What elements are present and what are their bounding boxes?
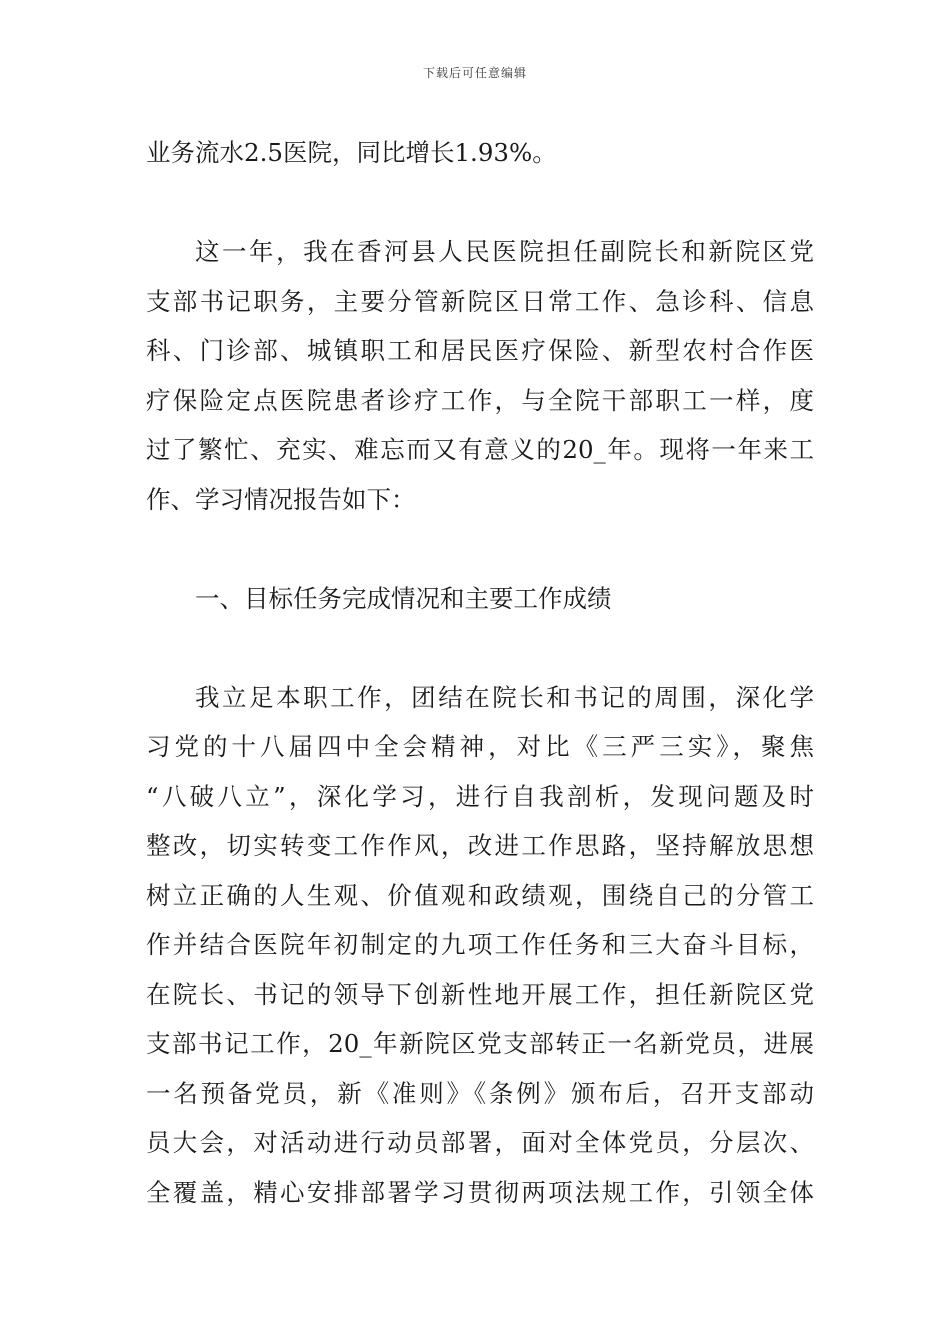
text-line: 这一年，我在香河县人民医院担任副院长和新院区党: [195, 237, 814, 266]
text-line: 全覆盖，精心安排部署学习贯彻两项法规工作，引领全体: [146, 1177, 814, 1207]
text-line: 作、学习情况报告如下：: [146, 484, 416, 514]
text-line: 支部书记职务，主要分管新院区日常工作、急诊科、信息: [146, 286, 814, 316]
text-line: 我立足本职工作，团结在院长和书记的周围，深化学: [195, 682, 814, 712]
page-header: 下载后可任意编辑: [422, 66, 527, 80]
text-line: 在院长、书记的领导下创新性地开展工作，担任新院区党: [146, 979, 814, 1009]
text-line: 树立正确的人生观、价值观和政绩观，围绕自己的分管工: [146, 880, 814, 910]
section-heading: [146, 574, 814, 624]
text-line: “八破八立”，深化学习，进行自我剖析，发现问题及时: [146, 781, 814, 811]
text-line: 科、门诊部、城镇职工和居民医疗保险、新型农村合作医: [146, 336, 814, 365]
document-body: [146, 128, 814, 1217]
text-line: 业务流水2.5医院，同比增长1.93%。: [146, 138, 557, 167]
text-line: 一名预备党员，新《准则》《条例》颁布后，召开支部动: [146, 1078, 814, 1108]
paragraph-3: [146, 673, 814, 1218]
paragraph-2: [146, 227, 814, 524]
text-line: 作并结合医院年初制定的九项工作任务和三大奋斗目标，: [146, 930, 814, 959]
paragraph-1: [146, 128, 814, 178]
text-line: 习党的十八届四中全会精神，对比《三严三实》，聚焦: [146, 732, 814, 761]
text-line: 一、目标任务完成情况和主要工作成绩: [195, 583, 612, 613]
text-line: 过了繁忙、充实、难忘而又有意义的20_年。现将一年来工: [146, 435, 814, 464]
text-line: 疗保险定点医院患者诊疗工作，与全院干部职工一样，度: [146, 385, 814, 415]
text-line: 支部书记工作，20_年新院区党支部转正一名新党员，进展: [146, 1029, 814, 1058]
text-line: 员大会，对活动进行动员部署，面对全体党员，分层次、: [146, 1128, 814, 1157]
text-line: 整改，切实转变工作作风，改进工作思路，坚持解放思想: [146, 831, 814, 860]
